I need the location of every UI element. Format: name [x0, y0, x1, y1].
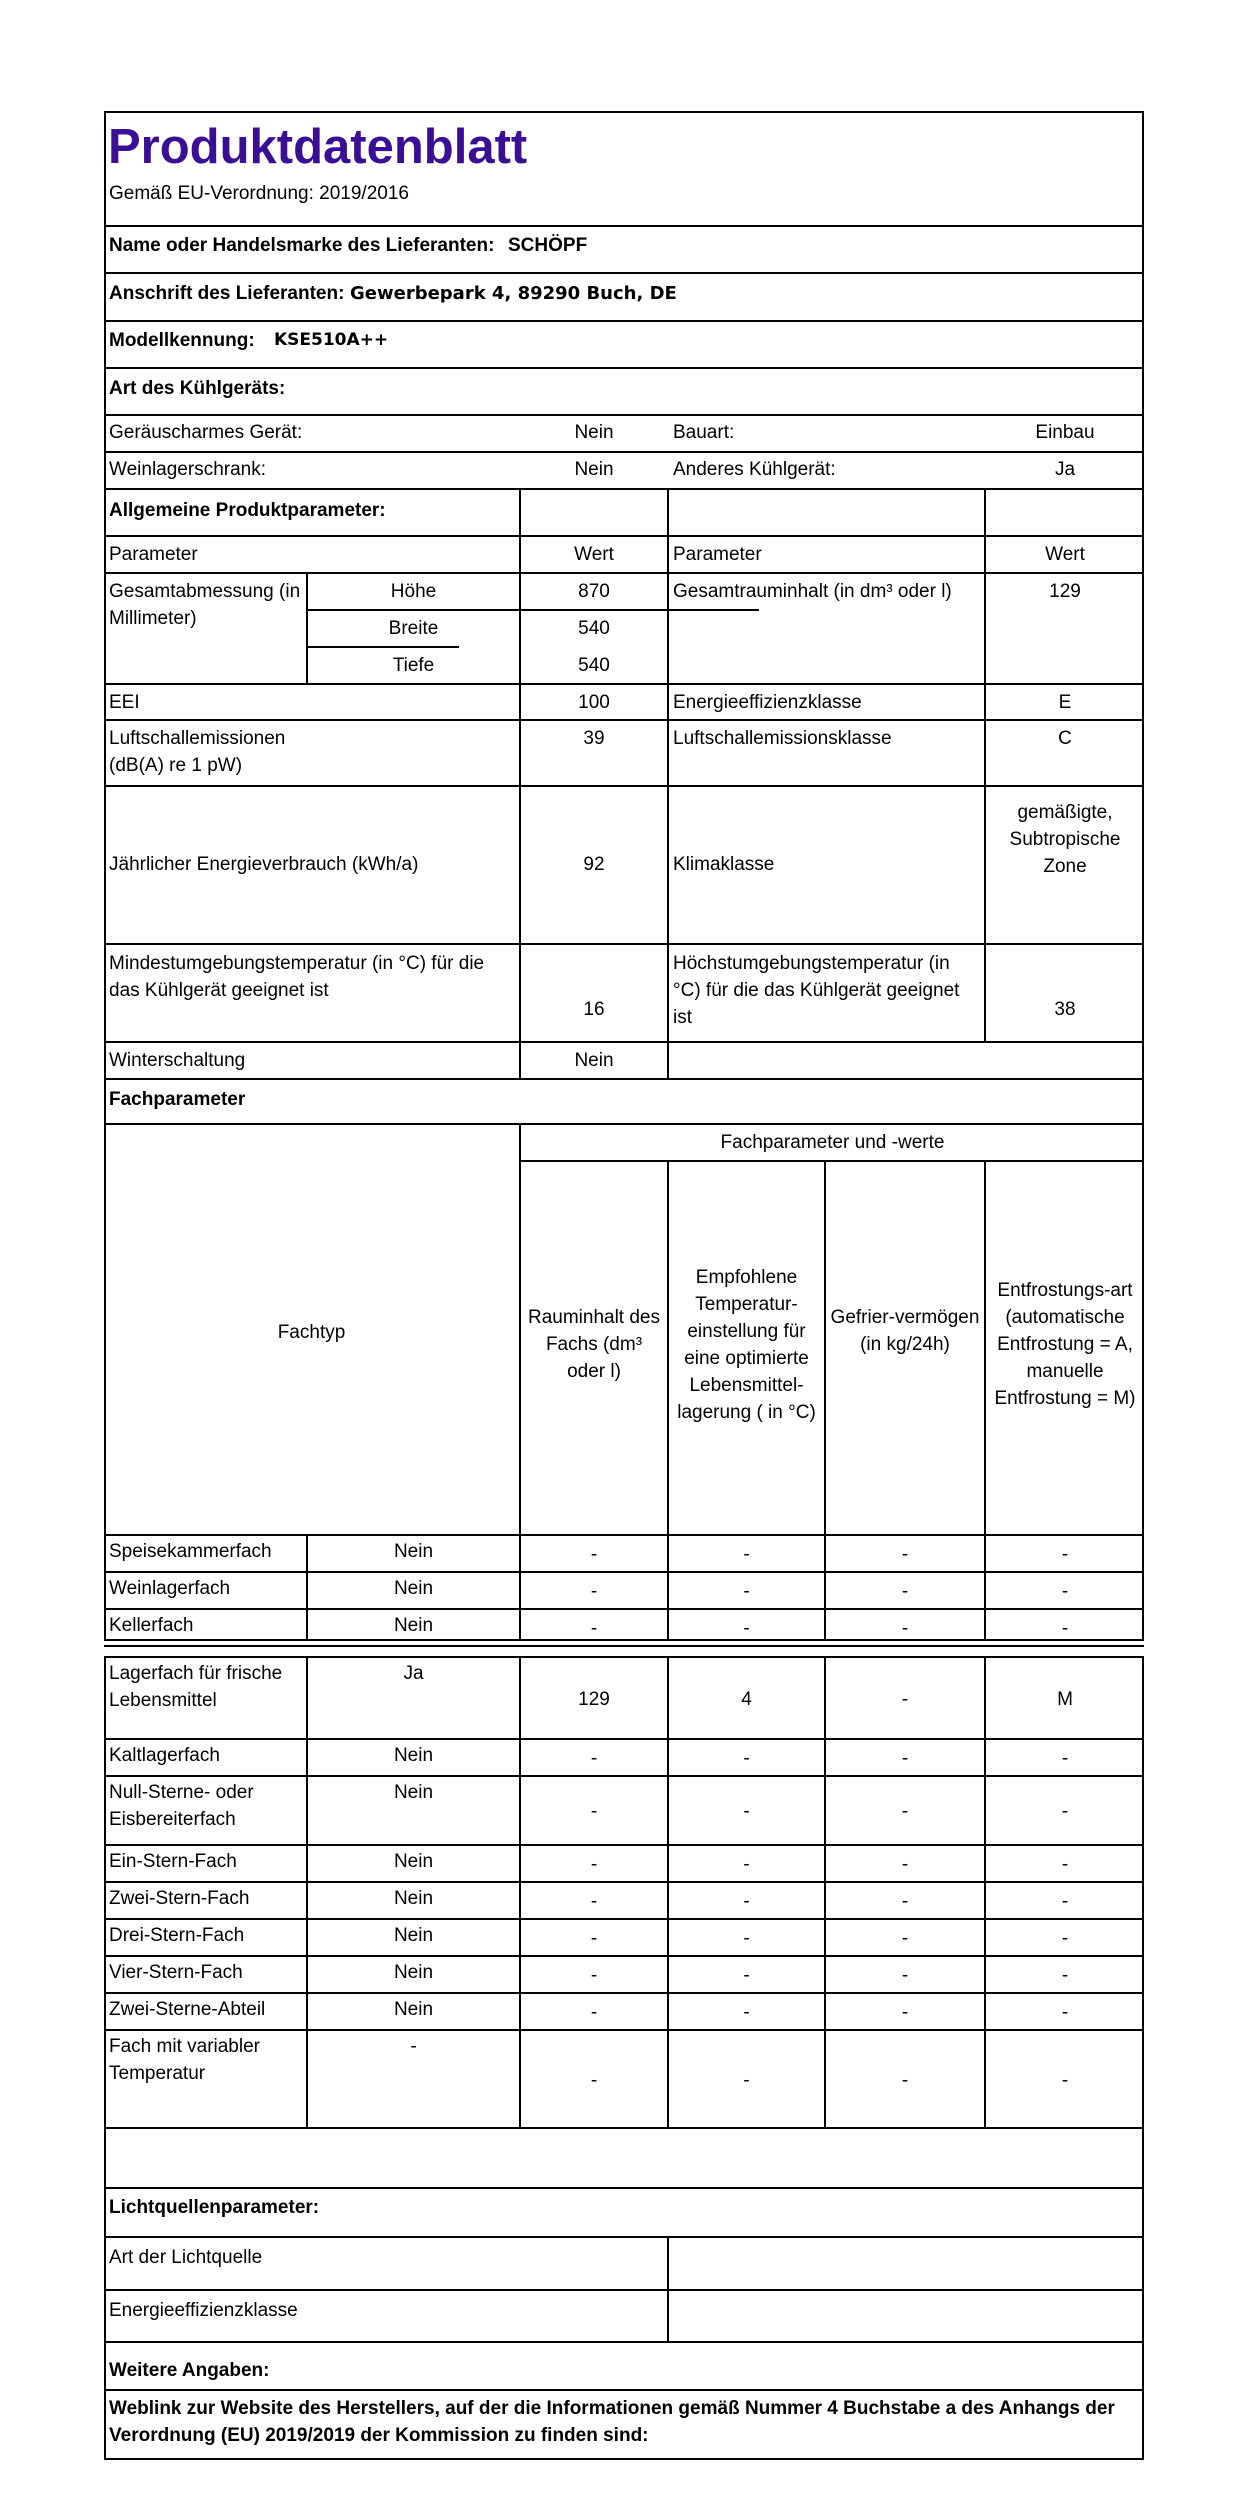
- supplier-address-label: Anschrift des Lieferanten:: [109, 283, 345, 304]
- compartment-temp: -: [743, 1928, 750, 1949]
- compartment-row: [104, 1738, 1144, 1775]
- compartment-name: Fach mit variabler Temperatur: [109, 2036, 260, 2084]
- compartment-freeze: -: [901, 1544, 909, 1565]
- compartment-defrost: -: [1061, 1801, 1069, 1822]
- compartment-volume: -: [590, 1618, 598, 1639]
- compartment-defrost: -: [1061, 1544, 1069, 1565]
- fachtyp-header: Fachtyp: [277, 1322, 346, 1343]
- compartment-name: Kaltlagerfach: [109, 1745, 220, 1766]
- compartment-name: Zwei-Stern-Fach: [109, 1888, 250, 1909]
- eei-label: EEI: [109, 692, 140, 713]
- compartment-freeze: -: [901, 1854, 909, 1875]
- col-temp-header: Empfohlene Temperatur-einstellung für eine optimierte Lebensmittel-lagerung ( in °C): [677, 1267, 816, 1423]
- dim-depth-value: 540: [578, 655, 610, 676]
- compartment-present: -: [410, 2036, 417, 2057]
- dim-width-label: Breite: [388, 618, 439, 639]
- compartment-temp: 4: [741, 1689, 752, 1710]
- noise-value: 39: [583, 728, 605, 749]
- compartment-volume: -: [590, 1581, 598, 1602]
- compartment-present: Nein: [393, 1745, 434, 1766]
- dim-width-value: 540: [578, 618, 610, 639]
- noise-class-value: C: [1058, 728, 1072, 749]
- compartment-row: [104, 1775, 1144, 1844]
- design-value: Einbau: [1035, 422, 1095, 443]
- light-source-type-label: Art der Lichtquelle: [109, 2247, 263, 2268]
- compartment-present: Nein: [393, 1888, 434, 1909]
- compartment-row: [104, 2029, 1144, 2127]
- total-volume-value: 129: [1049, 581, 1081, 602]
- min-temp-label: Mindestumgebungstemperatur (in °C) für die das Kühlgerät geeignet ist: [109, 953, 485, 1001]
- wine-cabinet-label: Weinlagerschrank:: [109, 459, 267, 480]
- compartment-defrost: M: [1057, 1689, 1073, 1710]
- compartment-present: Nein: [393, 1925, 434, 1946]
- compartment-present: Nein: [393, 1962, 434, 1983]
- compartment-volume: -: [590, 1854, 598, 1875]
- compartment-temp: -: [743, 1544, 750, 1565]
- compartment-freeze: -: [901, 1689, 909, 1710]
- light-source-heading: Lichtquellenparameter:: [109, 2197, 320, 2218]
- compartment-defrost: -: [1061, 1965, 1069, 1986]
- weblink-text: Weblink zur Website des Herstellers, auf der die Informationen gemäß Nummer 4 Buchstabe a des Anhangs der Verordnung (EU) 2019/2019 der Kommission zu finden sind:: [109, 2398, 1115, 2446]
- compartment-freeze: -: [901, 1928, 909, 1949]
- model-label: Modellkennung:: [109, 330, 255, 351]
- energy-consumption-value: 92: [583, 854, 605, 875]
- compartment-volume: -: [590, 1891, 598, 1912]
- dim-depth-label: Tiefe: [392, 655, 435, 676]
- other-appliance-value: Ja: [1054, 459, 1076, 480]
- compartment-present: Nein: [393, 1615, 434, 1636]
- col-freeze-header: Gefrier-vermögen (in kg/24h): [830, 1307, 980, 1355]
- compartment-name: Lagerfach für frische Lebensmittel: [109, 1663, 283, 1711]
- col-volume-header: Rauminhalt des Fachs (dm³ oder l): [527, 1307, 661, 1382]
- compartment-freeze: -: [901, 1891, 909, 1912]
- winter-switch-value: Nein: [574, 1050, 614, 1071]
- compartment-volume: -: [590, 1928, 598, 1949]
- compartment-volume: -: [590, 1748, 598, 1769]
- compartment-present: Nein: [393, 1999, 434, 2020]
- further-info-heading: Weitere Angaben:: [109, 2360, 270, 2381]
- noise-class-label: Luftschallemissionsklasse: [673, 728, 892, 749]
- energy-class-value: E: [1058, 692, 1072, 713]
- compartment-volume: -: [590, 2070, 598, 2091]
- compartment-temp: -: [743, 1581, 750, 1602]
- min-temp-value: 16: [583, 999, 605, 1020]
- compartment-group-header: Fachparameter und -werte: [720, 1132, 945, 1153]
- page-title: Produktdatenblatt: [108, 120, 528, 174]
- low-noise-label: Geräuscharmes Gerät:: [109, 422, 303, 443]
- wine-cabinet-value: Nein: [574, 459, 614, 480]
- regulation-subtitle: Gemäß EU-Verordnung: 2019/2016: [109, 183, 409, 204]
- compartment-freeze: -: [901, 1581, 909, 1602]
- compartment-freeze: -: [901, 1965, 909, 1986]
- compartment-temp: -: [743, 1618, 750, 1639]
- energy-consumption-label: Jährlicher Energieverbrauch (kWh/a): [109, 854, 419, 875]
- supplier-name-value: SCHÖPF: [508, 235, 588, 256]
- compartment-defrost: -: [1061, 1891, 1069, 1912]
- dim-height-value: 870: [578, 581, 610, 602]
- compartment-defrost: -: [1061, 1581, 1069, 1602]
- compartment-freeze: -: [901, 2002, 909, 2023]
- compartment-row: [104, 1571, 1144, 1608]
- compartment-freeze: -: [901, 1748, 909, 1769]
- compartment-defrost: -: [1061, 1928, 1069, 1949]
- compartment-defrost: -: [1061, 1748, 1069, 1769]
- compartment-name: Ein-Stern-Fach: [109, 1851, 237, 1872]
- compartment-row: [104, 1955, 1144, 1992]
- compartment-row: [104, 1881, 1144, 1918]
- compartment-volume: -: [590, 1965, 598, 1986]
- compartment-volume: -: [590, 1801, 598, 1822]
- col-value-right: Wert: [1045, 544, 1085, 565]
- general-params-heading: Allgemeine Produktparameter:: [109, 500, 386, 521]
- compartment-row: [104, 1608, 1144, 1645]
- max-temp-value: 38: [1054, 999, 1076, 1020]
- compartment-temp: -: [743, 2002, 750, 2023]
- dim-height-label: Höhe: [390, 581, 437, 602]
- compartment-name: Null-Sterne- oder Eisbereiterfach: [109, 1782, 254, 1830]
- compartment-row: [104, 1992, 1144, 2029]
- model-value: KSE510A++: [274, 330, 389, 350]
- compartment-temp: -: [743, 1891, 750, 1912]
- compartment-defrost: -: [1061, 1854, 1069, 1875]
- dimensions-label: Gesamtabmessung (in Millimeter): [109, 581, 301, 629]
- climate-class-label: Klimaklasse: [673, 854, 775, 875]
- other-appliance-label: Anderes Kühlgerät:: [673, 459, 836, 480]
- compartment-defrost: -: [1061, 1618, 1069, 1639]
- compartment-freeze: -: [901, 1618, 909, 1639]
- compartment-name: Drei-Stern-Fach: [109, 1925, 245, 1946]
- compartment-temp: -: [743, 1854, 750, 1875]
- compartment-freeze: -: [901, 2070, 909, 2091]
- compartment-row: [104, 1656, 1144, 1738]
- compartment-name: Kellerfach: [109, 1615, 194, 1636]
- appliance-type-heading: Art des Kühlgeräts:: [109, 378, 286, 399]
- total-volume-label: Gesamtrauminhalt (in dm³ oder l): [673, 581, 952, 602]
- light-source-class-label: Energieeffizienzklasse: [109, 2300, 298, 2321]
- eei-value: 100: [578, 692, 610, 713]
- compartment-volume: -: [590, 2002, 598, 2023]
- low-noise-value: Nein: [574, 422, 614, 443]
- compartment-present: Nein: [393, 1782, 434, 1803]
- compartment-present: Nein: [393, 1578, 434, 1599]
- col-defrost-header: Entfrostungs-art (automatische Entfrostung = A, manuelle Entfrostung = M): [994, 1280, 1136, 1409]
- compartment-freeze: -: [901, 1801, 909, 1822]
- compartment-temp: -: [743, 1748, 750, 1769]
- compartment-present: Nein: [393, 1541, 434, 1562]
- compartment-temp: -: [743, 1965, 750, 1986]
- climate-class-value: gemäßigte, Subtropische Zone: [1009, 802, 1121, 877]
- compartment-temp: -: [743, 1801, 750, 1822]
- compartment-volume: -: [590, 1544, 598, 1565]
- compartment-defrost: -: [1061, 2070, 1069, 2091]
- compartment-name: Weinlagerfach: [109, 1578, 231, 1599]
- compartment-temp: -: [743, 2070, 750, 2091]
- noise-label: Luftschallemissionen (dB(A) re 1 pW): [109, 728, 286, 776]
- compartment-heading: Fachparameter: [109, 1089, 246, 1110]
- col-param-right: Parameter: [673, 544, 762, 565]
- compartment-row: [104, 1918, 1144, 1955]
- compartment-present: Ja: [403, 1663, 424, 1684]
- supplier-address-value: Gewerbepark 4, 89290 Buch, DE: [350, 283, 677, 304]
- winter-switch-label: Winterschaltung: [109, 1050, 246, 1071]
- design-label: Bauart:: [673, 422, 735, 443]
- compartment-name: Speisekammerfach: [109, 1541, 272, 1562]
- compartment-row: [104, 1534, 1144, 1571]
- compartment-name: Zwei-Sterne-Abteil: [109, 1999, 266, 2020]
- supplier-name-label: Name oder Handelsmarke des Lieferanten:: [109, 235, 495, 256]
- max-temp-label: Höchstumgebungstemperatur (in °C) für die das Kühlgerät geeignet ist: [673, 953, 960, 1028]
- compartment-present: Nein: [393, 1851, 434, 1872]
- compartment-volume: 129: [578, 1689, 610, 1710]
- compartment-defrost: -: [1061, 2002, 1069, 2023]
- col-param-left: Parameter: [109, 544, 198, 565]
- compartment-name: Vier-Stern-Fach: [109, 1962, 243, 1983]
- compartment-row: [104, 1844, 1144, 1881]
- col-value-left: Wert: [574, 544, 614, 565]
- energy-class-label: Energieeffizienzklasse: [673, 692, 862, 713]
